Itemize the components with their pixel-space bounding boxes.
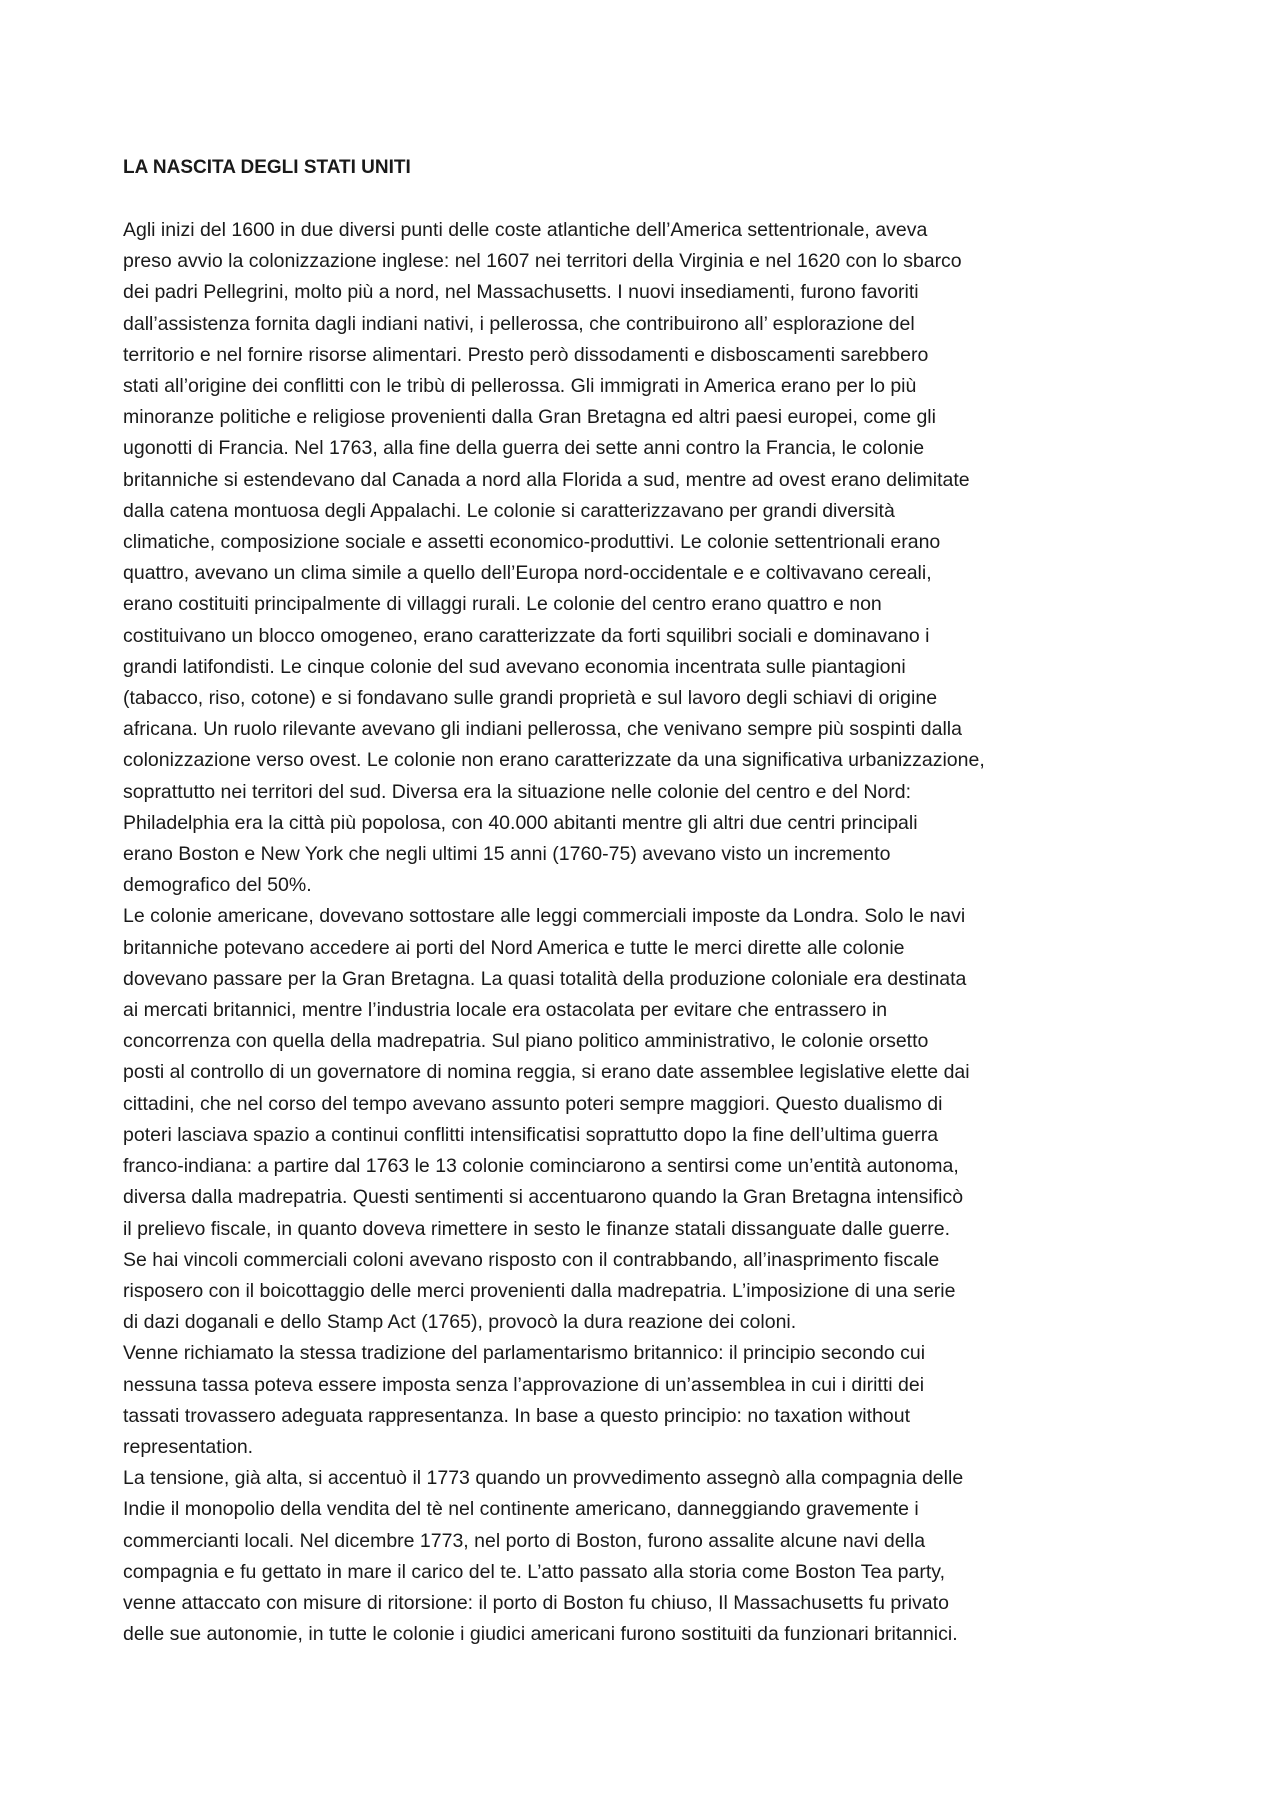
text-line: poteri lasciava spazio a continui conflitti intensificatisi soprattutto dopo la fine dell’ultima guerra [123,1123,939,1146]
text-line: La tensione, già alta, si accentuò il 1773 quando un provvedimento assegnò alla compagnia delle [123,1467,964,1490]
text-line: franco-indiana: a partire dal 1763 le 13 colonie cominciarono a sentirsi come un’entità autonoma, [123,1155,959,1178]
text-line: Indie il monopolio della vendita del tè nel continente americano, danneggiando gravemente i [123,1498,919,1521]
text-line: dei padri Pellegrini, molto più a nord, nel Massachusetts. I nuovi insediamenti, furono favoriti [123,281,919,304]
text-line: erano Boston e New York che negli ultimi 15 anni (1760-75) avevano visto un incremento [123,843,891,866]
text-line: posti al controllo di un governatore di nomina reggia, si erano date assemblee legislative elette dai [123,1061,970,1084]
text-line: dovevano passare per la Gran Bretagna. La quasi totalità della produzione coloniale era destinata [123,967,967,990]
paragraph-list [123,215,1173,1650]
text-line: britanniche potevano accedere ai porti del Nord America e tutte le merci dirette alle colonie [123,936,905,959]
text-line: ai mercati britannici, mentre l’industria locale era ostacolata per evitare che entrassero in [123,999,888,1022]
text-line: venne attaccato con misure di ritorsione: il porto di Boston fu chiuso, Il Massachusetts fu privato [123,1591,949,1614]
text-line: diversa dalla madrepatria. Questi sentimenti si accentuarono quando la Gran Bretagna intensificò [123,1186,964,1209]
text-line: britanniche si estendevano dal Canada a nord alla Florida a sud, mentre ad ovest erano delimitate [123,468,970,491]
document-body [123,152,1173,1650]
text-line: ugonotti di Francia. Nel 1763, alla fine della guerra dei sette anni contro la Francia, le colonie [123,437,925,460]
text-line: demografico del 50%. [123,874,312,897]
text-line: concorrenza con quella della madrepatria. Sul piano politico amministrativo, le colonie orsetto [123,1030,929,1053]
text-line: risposero con il boicottaggio delle merci provenienti dalla madrepatria. L’imposizione di una serie [123,1279,956,1302]
text-line: Se hai vincoli commerciali coloni avevano risposto con il contrabbando, all’inasprimento fiscale [123,1248,940,1271]
text-line: il prelievo fiscale, in quanto doveva rimettere in sesto le finanze statali dissanguate dalle guerre. [123,1217,951,1240]
text-line: Agli inizi del 1600 in due diversi punti delle coste atlantiche dell’America settentrionale, aveva [123,219,928,241]
text-line: Le colonie americane, dovevano sottostare alle leggi commerciali imposte da Londra. Solo le navi [123,905,966,928]
text-line: compagnia e fu gettato in mare il carico del te. L’atto passato alla storia come Boston Tea party, [123,1560,945,1583]
text-line: costituivano un blocco omogeneo, erano caratterizzate da forti squilibri sociali e dominavano i [123,624,930,647]
text-line: Philadelphia era la città più popolosa, con 40.000 abitanti mentre gli altri due centri principali [123,811,918,834]
text-line: soprattutto nei territori del sud. Diversa era la situazione nelle colonie del centro e del Nord: [123,780,912,803]
text-line: territorio e nel fornire risorse alimentari. Presto però dissodamenti e disboscamenti sarebbero [123,343,929,366]
text-line: colonizzazione verso ovest. Le colonie non erano caratterizzate da una significativa urbanizzazione, [123,749,985,772]
text-line: di dazi doganali e dello Stamp Act (1765), provocò la dura reazione dei coloni. [123,1311,797,1334]
text-line: preso avvio la colonizzazione inglese: nel 1607 nei territori della Virginia e nel 1620 con lo sbarco [123,250,962,273]
text-line: quattro, avevano un clima simile a quello dell’Europa nord-occidentale e e coltivavano cereali, [123,562,932,585]
text-line: africana. Un ruolo rilevante avevano gli indiani pellerossa, che venivano sempre più sospinti dalla [123,718,962,741]
text-line: stati all’origine dei conflitti con le tribù di pellerossa. Gli immigrati in America erano per lo più [123,375,917,398]
text-line: representation. [123,1435,254,1458]
text-line: minoranze politiche e religiose provenienti dalla Gran Bretagna ed altri paesi europei, come gli [123,406,936,429]
text-line: dall’assistenza fornita dagli indiani nativi, i pellerossa, che contribuirono all’ esplorazione del [123,312,915,335]
text-line: delle sue autonomie, in tutte le colonie i giudici americani furono sostituiti da funzionari britannici. [123,1623,958,1646]
text-line: (tabacco, riso, cotone) e si fondavano sulle grandi proprietà e sul lavoro degli schiavi di origine [123,687,938,710]
text-line: dalla catena montuosa degli Appalachi. Le colonie si caratterizzavano per grandi diversità [123,499,895,522]
text-line: tassati trovassero adeguata rappresentanza. In base a questo principio: no taxation without [123,1404,910,1427]
paragraph-2 [123,901,1173,1338]
text-line: cittadini, che nel corso del tempo avevano assunto poteri sempre maggiori. Questo dualismo di [123,1092,943,1115]
paragraph-3 [123,1338,1173,1463]
text-line: grandi latifondisti. Le cinque colonie del sud avevano economia incentrata sulle piantagioni [123,655,906,678]
text-line: erano costituiti principalmente di villaggi rurali. Le colonie del centro erano quattro e non [123,593,882,616]
text-line: Venne richiamato la stessa tradizione del parlamentarismo britannico: il principio secondo cui [123,1342,926,1365]
text-line: nessuna tassa poteva essere imposta senza l’approvazione di un’assemblea in cui i diritti dei [123,1373,925,1396]
document-title: LA NASCITA DEGLI STATI UNITI [123,157,411,178]
text-line: climatiche, composizione sociale e assetti economico-produttivi. Le colonie settentrionali erano [123,531,941,554]
paragraph-4 [123,1463,1173,1650]
text-line: commercianti locali. Nel dicembre 1773, nel porto di Boston, furono assalite alcune navi della [123,1529,926,1552]
paragraph-1 [123,215,1173,901]
